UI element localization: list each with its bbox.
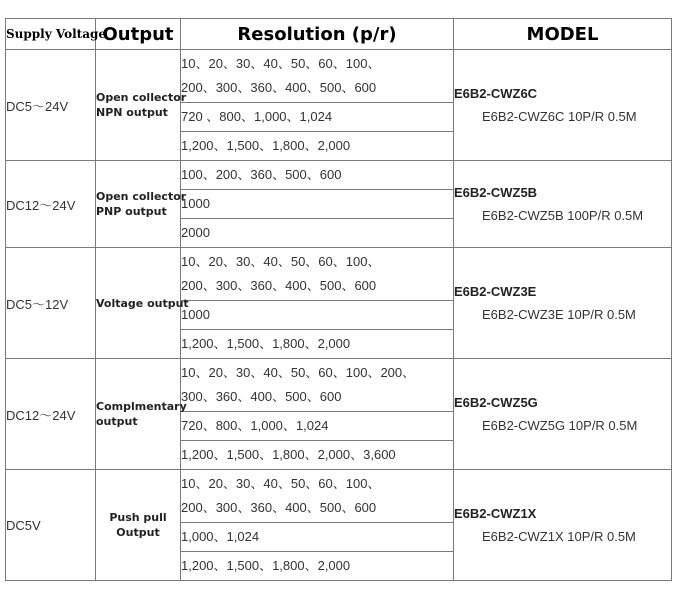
- resolution-cell: 2000: [181, 219, 454, 248]
- resolution-line: 10、20、30、40、50、60、100、: [181, 56, 381, 71]
- table-row: [6, 470, 672, 523]
- resolution-cell: 720、800、1,000、1,024: [181, 412, 454, 441]
- resolution-line: 300、360、400、500、600: [181, 389, 342, 404]
- resolution-line: 200、300、360、400、500、600: [181, 278, 377, 293]
- model-code: E6B2-CWZ5B: [454, 185, 538, 200]
- resolution-cell: 1000: [181, 301, 454, 330]
- model-cell: [454, 248, 672, 359]
- encoder-spec-table: [5, 18, 672, 581]
- resolution-cell: [181, 248, 454, 301]
- model-code: E6B2-CWZ6C: [454, 86, 538, 101]
- resolution-line: 10、20、30、40、50、60、100、: [181, 254, 381, 269]
- model-cell: [454, 50, 672, 161]
- table-row: [6, 161, 672, 190]
- model-example: E6B2-CWZ5G 10P/R 0.5M: [482, 418, 638, 433]
- header-supply-voltage: Supply Voltage: [6, 19, 96, 50]
- supply-voltage-cell: DC12～24V: [6, 161, 96, 248]
- header-resolution: Resolution (p/r): [181, 19, 454, 50]
- model-code: E6B2-CWZ1X: [454, 506, 537, 521]
- model-cell: [454, 359, 672, 470]
- model-cell: [454, 161, 672, 248]
- resolution-line: 10、20、30、40、50、60、100、: [181, 476, 381, 491]
- output-type-line: output: [96, 415, 138, 428]
- output-type-line: PNP output: [96, 205, 167, 218]
- output-type-line: Open collector: [96, 91, 187, 104]
- output-type-line: Open collector: [96, 190, 187, 203]
- supply-voltage-cell: DC12～24V: [6, 359, 96, 470]
- resolution-cell: 1,200、1,500、1,800、2,000: [181, 330, 454, 359]
- table-row: [6, 50, 672, 103]
- resolution-line: 10、20、30、40、50、60、100、200、: [181, 365, 416, 380]
- header-model: MODEL: [454, 19, 672, 50]
- resolution-line: 200、300、360、400、500、600: [181, 500, 377, 515]
- header-output: Output: [96, 19, 181, 50]
- output-type-line: Complmentary: [96, 400, 187, 413]
- resolution-cell: 1000: [181, 190, 454, 219]
- output-type-cell: [96, 50, 187, 161]
- output-type-line: Push pull: [109, 511, 167, 524]
- table-row: [6, 248, 672, 301]
- model-example: E6B2-CWZ6C 10P/R 0.5M: [482, 109, 637, 124]
- supply-voltage-cell: DC5V: [6, 470, 96, 581]
- output-type-line: Output: [116, 526, 160, 539]
- model-example: E6B2-CWZ1X 10P/R 0.5M: [482, 529, 636, 544]
- resolution-line: 200、300、360、400、500、600: [181, 80, 377, 95]
- resolution-cell: [181, 50, 454, 103]
- supply-voltage-cell: DC5～12V: [6, 248, 96, 359]
- model-code: E6B2-CWZ3E: [454, 284, 537, 299]
- output-type-cell: [96, 248, 189, 359]
- model-code: E6B2-CWZ5G: [454, 395, 538, 410]
- table-row: [6, 359, 672, 412]
- model-example: E6B2-CWZ5B 100P/R 0.5M: [482, 208, 644, 223]
- resolution-cell: [181, 470, 454, 523]
- model-example: E6B2-CWZ3E 10P/R 0.5M: [482, 307, 636, 322]
- resolution-cell: 720 、800、1,000、1,024: [181, 103, 454, 132]
- output-type-cell: [96, 359, 187, 470]
- supply-voltage-cell: DC5～24V: [6, 50, 96, 161]
- resolution-cell: 1,200、1,500、1,800、2,000、3,600: [181, 441, 454, 470]
- resolution-cell: 100、200、360、500、600: [181, 161, 454, 190]
- output-type-cell: [96, 161, 187, 248]
- resolution-cell: [181, 359, 454, 412]
- resolution-cell: 1,000、1,024: [181, 523, 454, 552]
- output-type-line: NPN output: [96, 106, 168, 119]
- resolution-cell: 1,200、1,500、1,800、2,000: [181, 552, 454, 581]
- model-cell: [454, 470, 672, 581]
- output-type-cell: [96, 470, 181, 581]
- header-row: [6, 19, 672, 50]
- resolution-cell: 1,200、1,500、1,800、2,000: [181, 132, 454, 161]
- output-type-line: Voltage output: [96, 296, 189, 310]
